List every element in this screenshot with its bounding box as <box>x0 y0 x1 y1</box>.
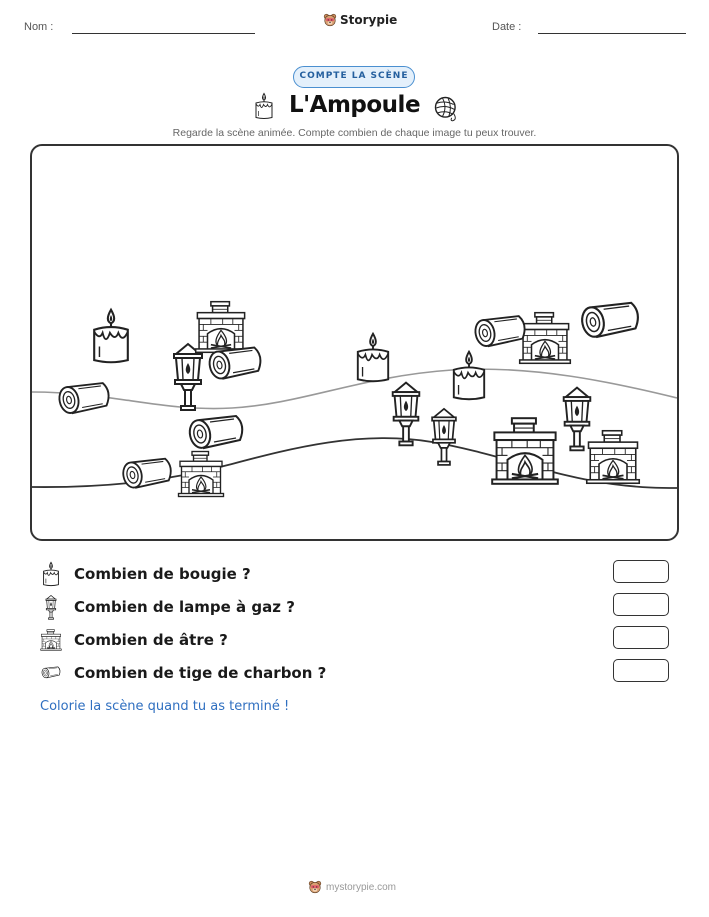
question-gas-lamp <box>40 594 295 620</box>
carbon-rod-icon <box>40 660 62 686</box>
brand-logo <box>323 13 397 27</box>
gas-lamp-3 <box>432 409 456 465</box>
candle-icon <box>40 561 62 587</box>
brand-name: Storypie <box>340 13 398 27</box>
date-label: Date : <box>492 21 522 33</box>
instructions: Regarde la scène animée. Compte combien de chaque image tu peux trouver. <box>172 127 537 139</box>
candle-2 <box>358 334 388 382</box>
carbon-rod-4 <box>121 459 171 490</box>
question-text: Combien de lampe à gaz ? <box>74 598 295 616</box>
fireplace-1 <box>196 302 247 353</box>
gas-lamp-4 <box>564 388 591 451</box>
answer-box-gas-lamp[interactable] <box>613 593 669 616</box>
answer-box-carbon-rod[interactable] <box>613 659 669 682</box>
site-url: mystorypie.com <box>326 881 397 893</box>
date-field[interactable] <box>538 33 686 34</box>
page-title: L'Ampoule <box>288 92 421 118</box>
candle-3 <box>454 352 484 400</box>
gas-lamp-icon <box>40 594 62 620</box>
carbon-rod-6 <box>580 303 638 339</box>
bear-mascot-icon <box>308 880 322 894</box>
carbon-rod-5 <box>473 316 525 348</box>
site-footer <box>308 880 396 894</box>
question-text: Combien de bougie ? <box>74 565 251 583</box>
scene-illustration <box>32 146 677 539</box>
name-label: Nom : <box>24 21 54 33</box>
question-text: Combien de âtre ? <box>74 631 228 649</box>
carbon-rod-1 <box>207 348 260 381</box>
gas-lamp-2 <box>393 383 420 446</box>
question-candle <box>40 561 251 587</box>
carbon-rod-3 <box>187 416 242 450</box>
activity-badge: COMPTE LA SCÈNE <box>293 66 415 88</box>
carbon-rod-2 <box>57 383 109 415</box>
fireplace-3 <box>492 418 558 484</box>
counting-scene <box>30 144 679 541</box>
answer-box-fireplace[interactable] <box>613 626 669 649</box>
yarn-ball-icon <box>432 94 460 122</box>
question-carbon-rod <box>40 660 326 686</box>
bear-mascot-icon <box>323 13 337 27</box>
fireplace-5 <box>179 452 224 497</box>
fireplace-4 <box>587 431 640 484</box>
coloring-instruction: Colorie la scène quand tu as terminé ! <box>40 699 290 714</box>
question-text: Combien de tige de charbon ? <box>74 664 327 682</box>
answer-box-candle[interactable] <box>613 560 669 583</box>
question-fireplace <box>40 627 228 653</box>
name-field[interactable] <box>72 33 255 34</box>
gas-lamp-1 <box>174 344 202 410</box>
fireplace-icon <box>40 627 62 653</box>
candle-1 <box>94 310 128 363</box>
fireplace-2 <box>520 313 571 364</box>
